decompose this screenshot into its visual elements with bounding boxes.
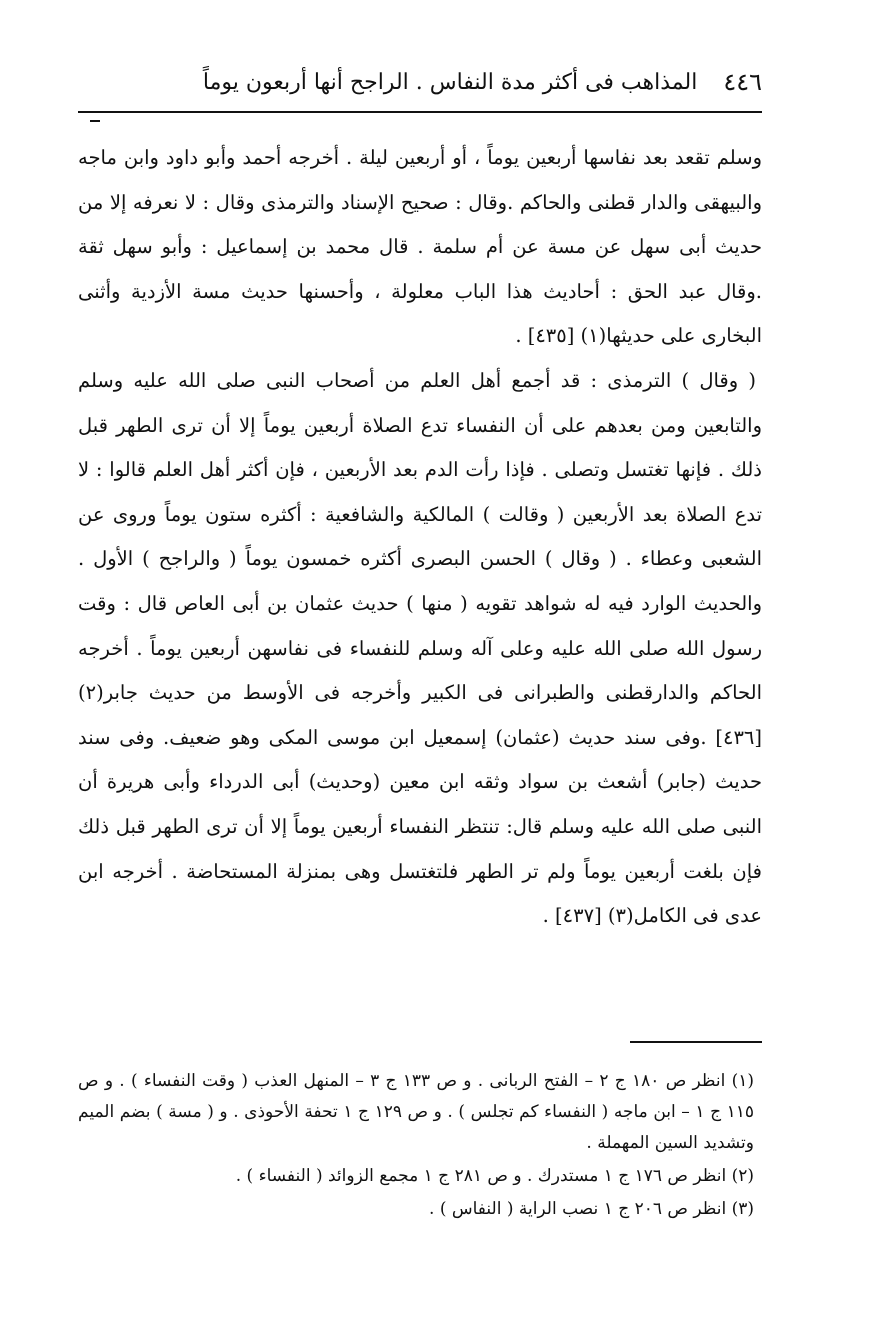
running-title: المذاهب فى أكثر مدة النفاس . الراجح أنها أربعون يوماً xyxy=(202,69,698,95)
running-header xyxy=(122,62,762,102)
paragraph-2: ( وقال ) الترمذى : قد أجمع أهل العلم من أصحاب النبى صلى الله عليه وسلم والتابعين ومن بعدهم على أن النفساء تدع الصلاة أربعين يوماً إلا أن ترى الطهر قبل ذلك . فإنها تغتسل وتصلى . فإذا رأت الدم بعد الأربعين ، فإن أكثر أهل العلم قالوا : لا تدع الصلاة بعد الأربعين ( وقالت ) المالكية والشافعية : أكثره ستون يوماً وروى عن الشعبى وعطاء . ( وقال ) الحسن البصرى أكثره خمسون يوماً ( والراجح ) الأول . والحديث الوارد فيه له شواهد تقويه ( منها ) حديث عثمان بن أبى العاص قال : وقت رسول الله صلى الله عليه وعلى آله وسلم للنفساء فى نفاسهن أربعين يوماً . أخرجه الحاكم والدارقطنى والطبرانى فى الكبير وأخرجه فى الأوسط من حديث جابر(٢) [٤٣٦] .وفى سند حديث (عثمان) إسمعيل ابن موسى المكى وهو ضعيف. وفى سند حديث (جابر) أشعث بن سواد وثقه ابن معين (وحديث) أبى الدرداء وأبى هريرة أن النبى صلى الله عليه وسلم قال: تنتظر النفساء أربعين يوماً إلا أن ترى الطهر قبل ذلك فإن بلغت أربعين يوماً ولم تر الطهر فلتغتسل وهى بمنزلة المستحاضة . أخرجه ابن عدى فى الكامل(٣) [٤٣٧] . xyxy=(78,368,762,928)
page-number: ٤٤٦ xyxy=(723,68,762,96)
main-text xyxy=(78,136,762,939)
footnote-divider xyxy=(630,1041,762,1043)
footnote-2: (٢) انظر ص ١٧٦ ج ١ مستدرك . و ص ٢٨١ ج ١ مجمع الزوائد ( النفساء ) . xyxy=(235,1166,754,1186)
header-tick-mark xyxy=(90,120,100,122)
paragraph-1: وسلم تقعد بعد نفاسها أربعين يوماً ، أو أربعين ليلة . أخرجه أحمد وأبو داود وابن ماجه والبيهقى والدار قطنى والحاكم .وقال : صحيح الإسناد والترمذى وقال : لا نعرفه إلا من حديث أبى سهل عن مسة عن أم سلمة . قال محمد بن إسماعيل : وأبو سهل ثقة .وقال عبد الحق : أحاديث هذا الباب معلولة ، وأحسنها حديث مسة الأزدية وأثنى البخارى على حديثها(١) [٤٣٥] . xyxy=(78,146,762,348)
footnote-3: (٣) انظر ص ٢٠٦ ج ١ نصب الراية ( النفاس ) . xyxy=(429,1199,754,1219)
footnotes xyxy=(78,1066,754,1225)
footnote-1: (١) انظر ص ١٨٠ ج ٢ – الفتح الربانى . و ص ١٣٣ ج ٣ – المنهل العذب ( وقت النفساء ) . و ص ١١٥ ج ١ – ابن ماجه ( النفساء كم تجلس ) . و ص ١٢٩ ج ١ تحفة الأحوذى . و ( مسة ) بضم الميم وتشديد السين المهملة . xyxy=(78,1071,755,1153)
header-divider xyxy=(78,111,762,113)
